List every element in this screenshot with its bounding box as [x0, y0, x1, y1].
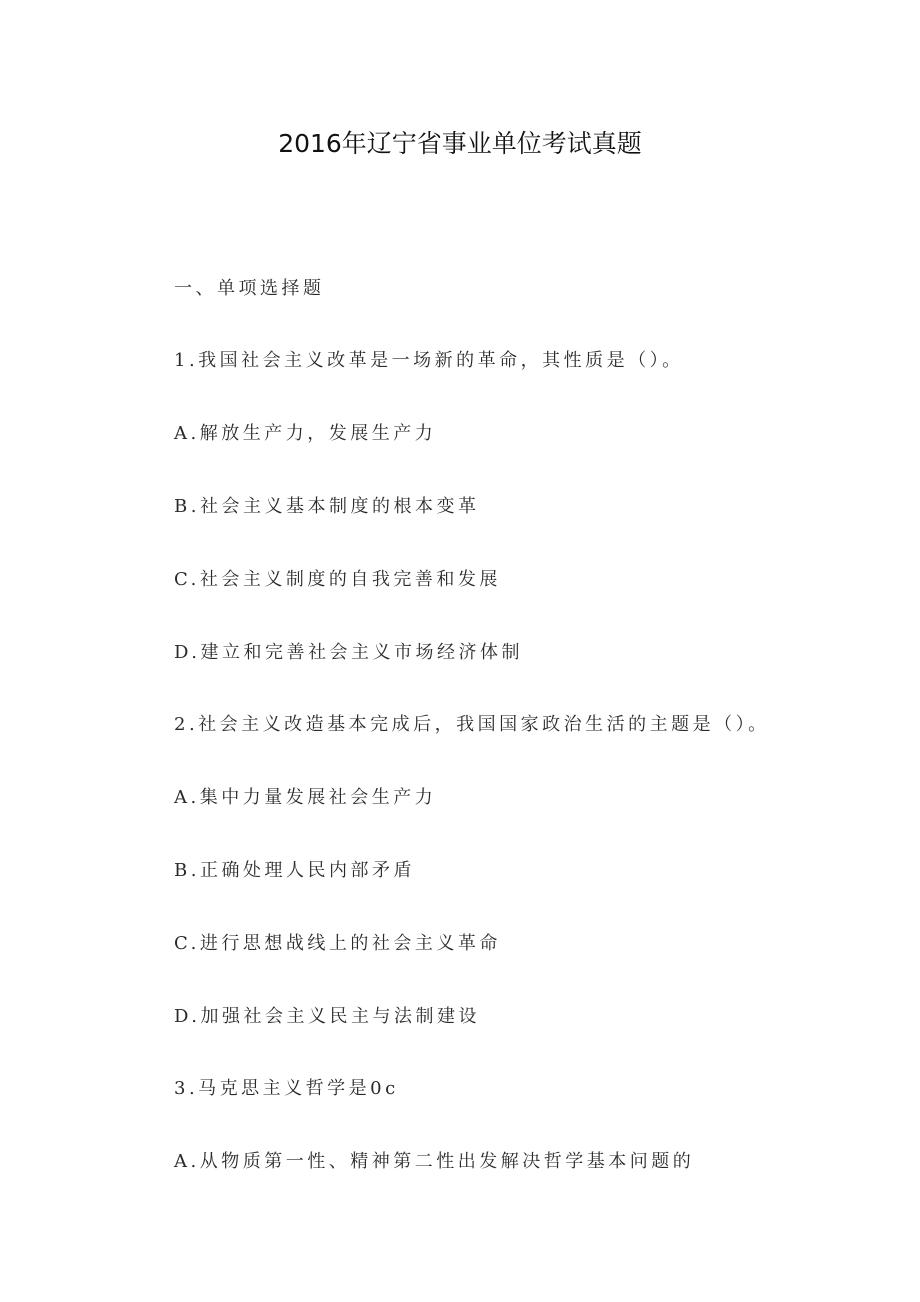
question-1-option-d: D.建立和完善社会主义市场经济体制: [174, 642, 524, 663]
question-3-option-a: A.从物质第一性、精神第二性出发解决哲学基本问题的: [174, 1151, 695, 1172]
question-3-stem: 3.马克思主义哲学是0c: [174, 1078, 399, 1099]
question-2-stem: 2.社会主义改造基本完成后，我国国家政治生活的主题是（）。: [174, 714, 770, 735]
question-1-option-a: A.解放生产力，发展生产力: [174, 423, 437, 444]
question-1-option-b: B.社会主义基本制度的根本变革: [174, 496, 480, 517]
question-2-option-a: A.集中力量发展社会生产力: [174, 787, 437, 808]
question-2-option-c: C.进行思想战线上的社会主义革命: [174, 933, 501, 954]
question-1-option-c: C.社会主义制度的自我完善和发展: [174, 569, 501, 590]
question-2-option-d: D.加强社会主义民主与法制建设: [174, 1006, 481, 1027]
section-heading: 一、单项选择题: [174, 278, 325, 299]
question-2-option-b: B.正确处理人民内部矛盾: [174, 860, 415, 881]
question-1-stem: 1.我国社会主义改革是一场新的革命，其性质是（）。: [174, 350, 684, 371]
page-title: 2016年辽宁省事业单位考试真题: [278, 129, 642, 158]
